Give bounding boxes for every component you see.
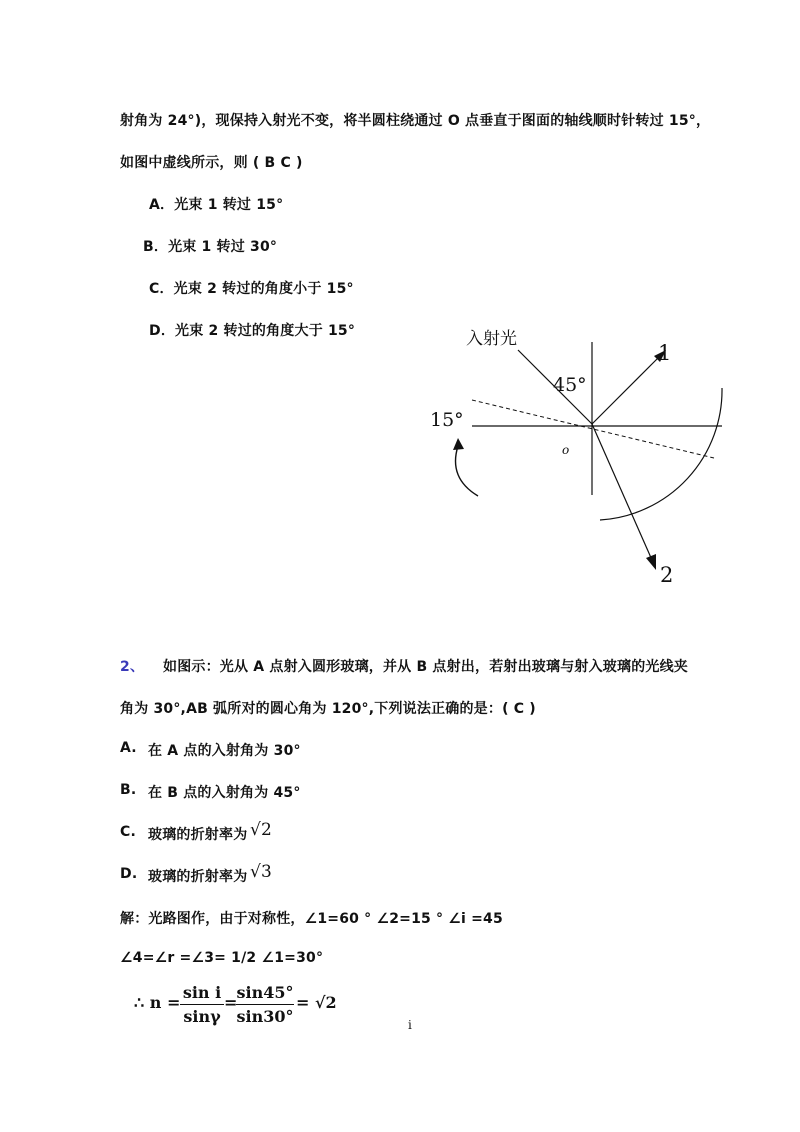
fraction-2-denominator: sin30° (236, 1007, 294, 1026)
fraction-2-bar (236, 1004, 294, 1005)
solution-line2: ∠4=∠r =∠3= 1/2 ∠1=30° (120, 950, 324, 966)
rotation-arrow (456, 446, 479, 496)
origin-o-label: o (562, 443, 570, 457)
solution-line1: 解：光路图作，由于对称性，∠1=60 ° ∠2=15 ° ∠i =45 (120, 911, 503, 927)
incident-light-label: 入射光 (466, 329, 517, 349)
rotation-arrowhead (453, 438, 464, 450)
fraction-2-numerator: sin45° (236, 983, 294, 1002)
fraction-1-numerator: sin i (182, 983, 222, 1002)
beam-2-arrowhead (646, 554, 656, 570)
q2-option-d-letter: D. (120, 866, 138, 882)
q2-stem-line2: 角为 30°,AB 弧所对的圆心角为 120°,下列说法正确的是：( C ) (120, 701, 536, 717)
refraction-figure (420, 320, 740, 590)
q1-stem-line2: 如图中虚线所示，则 ( B C ) (120, 155, 303, 171)
page-number: i (408, 1018, 412, 1032)
q2-option-a-letter: A. (120, 740, 137, 756)
rotated-diameter-dashed (472, 400, 714, 458)
beam-2-ray (592, 424, 652, 560)
beam-1-label: 1 (658, 341, 672, 365)
q2-option-c-text: 玻璃的折射率为 (148, 827, 248, 843)
q1-option-c: C．光束 2 转过的角度小于 15° (149, 281, 354, 297)
semicircle-arc (600, 388, 722, 520)
q2-option-a-text: 在 A 点的入射角为 30° (148, 743, 301, 759)
q2-option-c-letter: C. (120, 824, 136, 840)
q2-option-d-value: √3 (250, 862, 273, 882)
q2-option-c-value: √2 (250, 820, 273, 840)
therefore-n: ∴ n = (134, 993, 181, 1012)
result-root-2: = √2 (296, 993, 337, 1012)
rotation-15-label: 15° (430, 409, 464, 431)
q1-stem-line1: 射角为 24°)，现保持入射光不变，将半圆柱绕通过 O 点垂直于图面的轴线顺时针转过 15°， (120, 113, 711, 129)
q2-option-b-text: 在 B 点的入射角为 45° (148, 785, 301, 801)
fraction-1-bar (180, 1004, 224, 1005)
beam-1-ray (592, 356, 660, 424)
equals-sign: = (224, 993, 238, 1012)
beam-2-label: 2 (660, 563, 674, 587)
q2-option-b-letter: B. (120, 782, 137, 798)
q1-option-a: A．光束 1 转过 15° (149, 197, 284, 213)
angle-45-label: 45° (553, 374, 587, 396)
q2-option-d-text: 玻璃的折射率为 (148, 869, 248, 885)
q1-option-d: D．光束 2 转过的角度大于 15° (149, 323, 356, 339)
q2-number: 2、 (120, 659, 145, 675)
q1-option-b: B．光束 1 转过 30° (143, 239, 278, 255)
fraction-1-denominator: sinγ (183, 1007, 221, 1026)
q2-stem-line1: 如图示：光从 A 点射入圆形玻璃，并从 B 点射出，若射出玻璃与射入玻璃的光线夹 (163, 659, 688, 675)
